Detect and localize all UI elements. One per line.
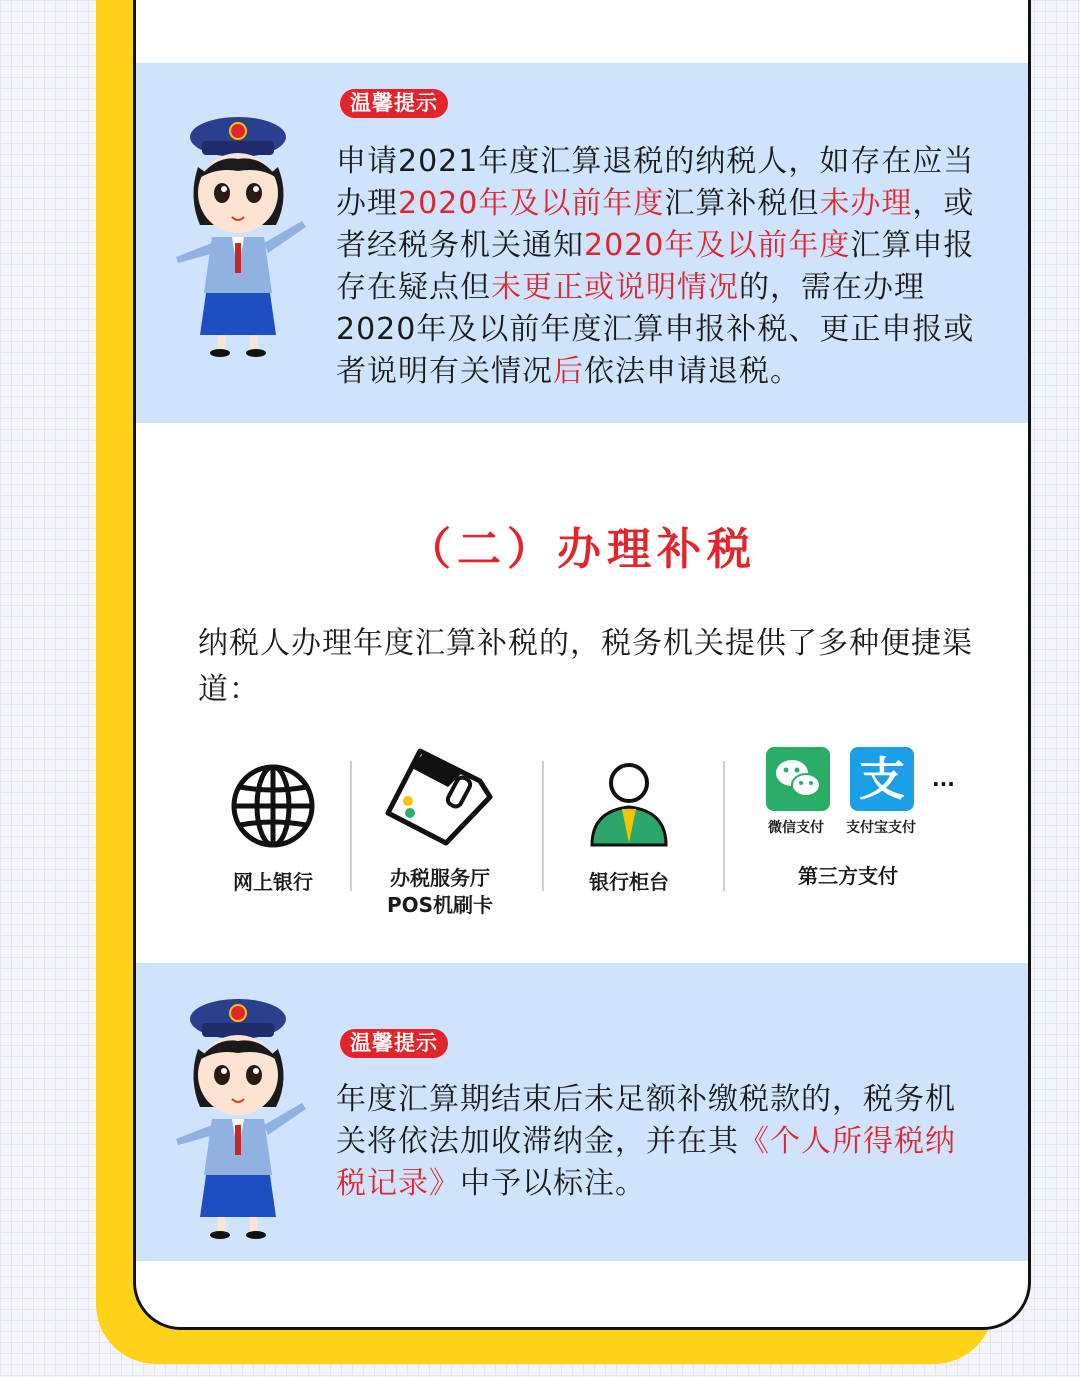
tax-officer-mascot-icon	[176, 979, 316, 1241]
more-apps-indicator: ...	[932, 767, 955, 791]
warm-tip-badge: 温馨提示	[340, 1029, 448, 1058]
body-text: 汇算申报存在疑点但	[336, 228, 975, 305]
globe-icon	[228, 761, 318, 851]
tip-box-1	[136, 63, 1028, 423]
bank-teller-icon	[584, 761, 674, 851]
section-intro: 纳税人办理年度汇算补税的，税务机关提供了多种便捷渠道：	[198, 626, 973, 707]
channel-label: 网上银行	[233, 870, 313, 894]
channel-label: 第三方支付	[798, 864, 898, 888]
channel-label: POS机刷卡	[386, 893, 494, 917]
body-text: 汇算补税但	[664, 186, 820, 221]
body-text: 的，需在办理2020年及以前年度汇算申报补税、更正申报或者说明有关情况	[336, 270, 975, 389]
channel-label: 办税服务厅	[390, 866, 490, 890]
section-title: （二）办理补税	[407, 524, 757, 575]
pos-card-icon	[380, 747, 500, 847]
divider	[723, 761, 725, 891]
alipay-icon: 支	[850, 747, 914, 811]
tip-text-1	[336, 141, 976, 393]
channel-pos-card	[372, 747, 508, 919]
body-text: 申请2021年度汇算退税的纳税人，如存在应当办理	[336, 144, 975, 221]
divider	[350, 761, 352, 891]
body-text: 依法申请退税。	[584, 354, 801, 389]
tip-box-2	[136, 963, 1028, 1261]
body-text: ，或者经税务机关通知	[336, 186, 975, 263]
body-text: 中予以标注。	[460, 1166, 646, 1201]
tax-officer-mascot-icon	[176, 97, 316, 359]
highlight-text: 2020年及以前年度	[584, 228, 851, 263]
alipay-label: 支付宝支付	[846, 820, 916, 836]
wechat-pay-icon	[766, 747, 830, 811]
highlight-text: 未更正或说明情况	[491, 270, 739, 305]
highlight-text: 《个人所得税纳税记录》	[336, 1124, 956, 1201]
body-text: 年度汇算期结束后未足额补缴税款的，税务机关将依法加收滞纳金，并在其	[336, 1082, 956, 1159]
channel-online-banking	[208, 761, 338, 896]
divider	[542, 761, 544, 891]
wechat-pay-label: 微信支付	[768, 820, 824, 836]
channel-bank-counter	[564, 761, 694, 896]
highlight-text: 未办理	[819, 186, 913, 221]
channel-third-party	[748, 747, 968, 897]
highlight-text: 后	[553, 354, 584, 389]
tip-text-2	[336, 1079, 976, 1205]
channel-label: 银行柜台	[589, 870, 669, 894]
warm-tip-badge: 温馨提示	[340, 89, 448, 118]
content-card	[133, 0, 1031, 1330]
highlight-text: 2020年及以前年度	[398, 186, 665, 221]
